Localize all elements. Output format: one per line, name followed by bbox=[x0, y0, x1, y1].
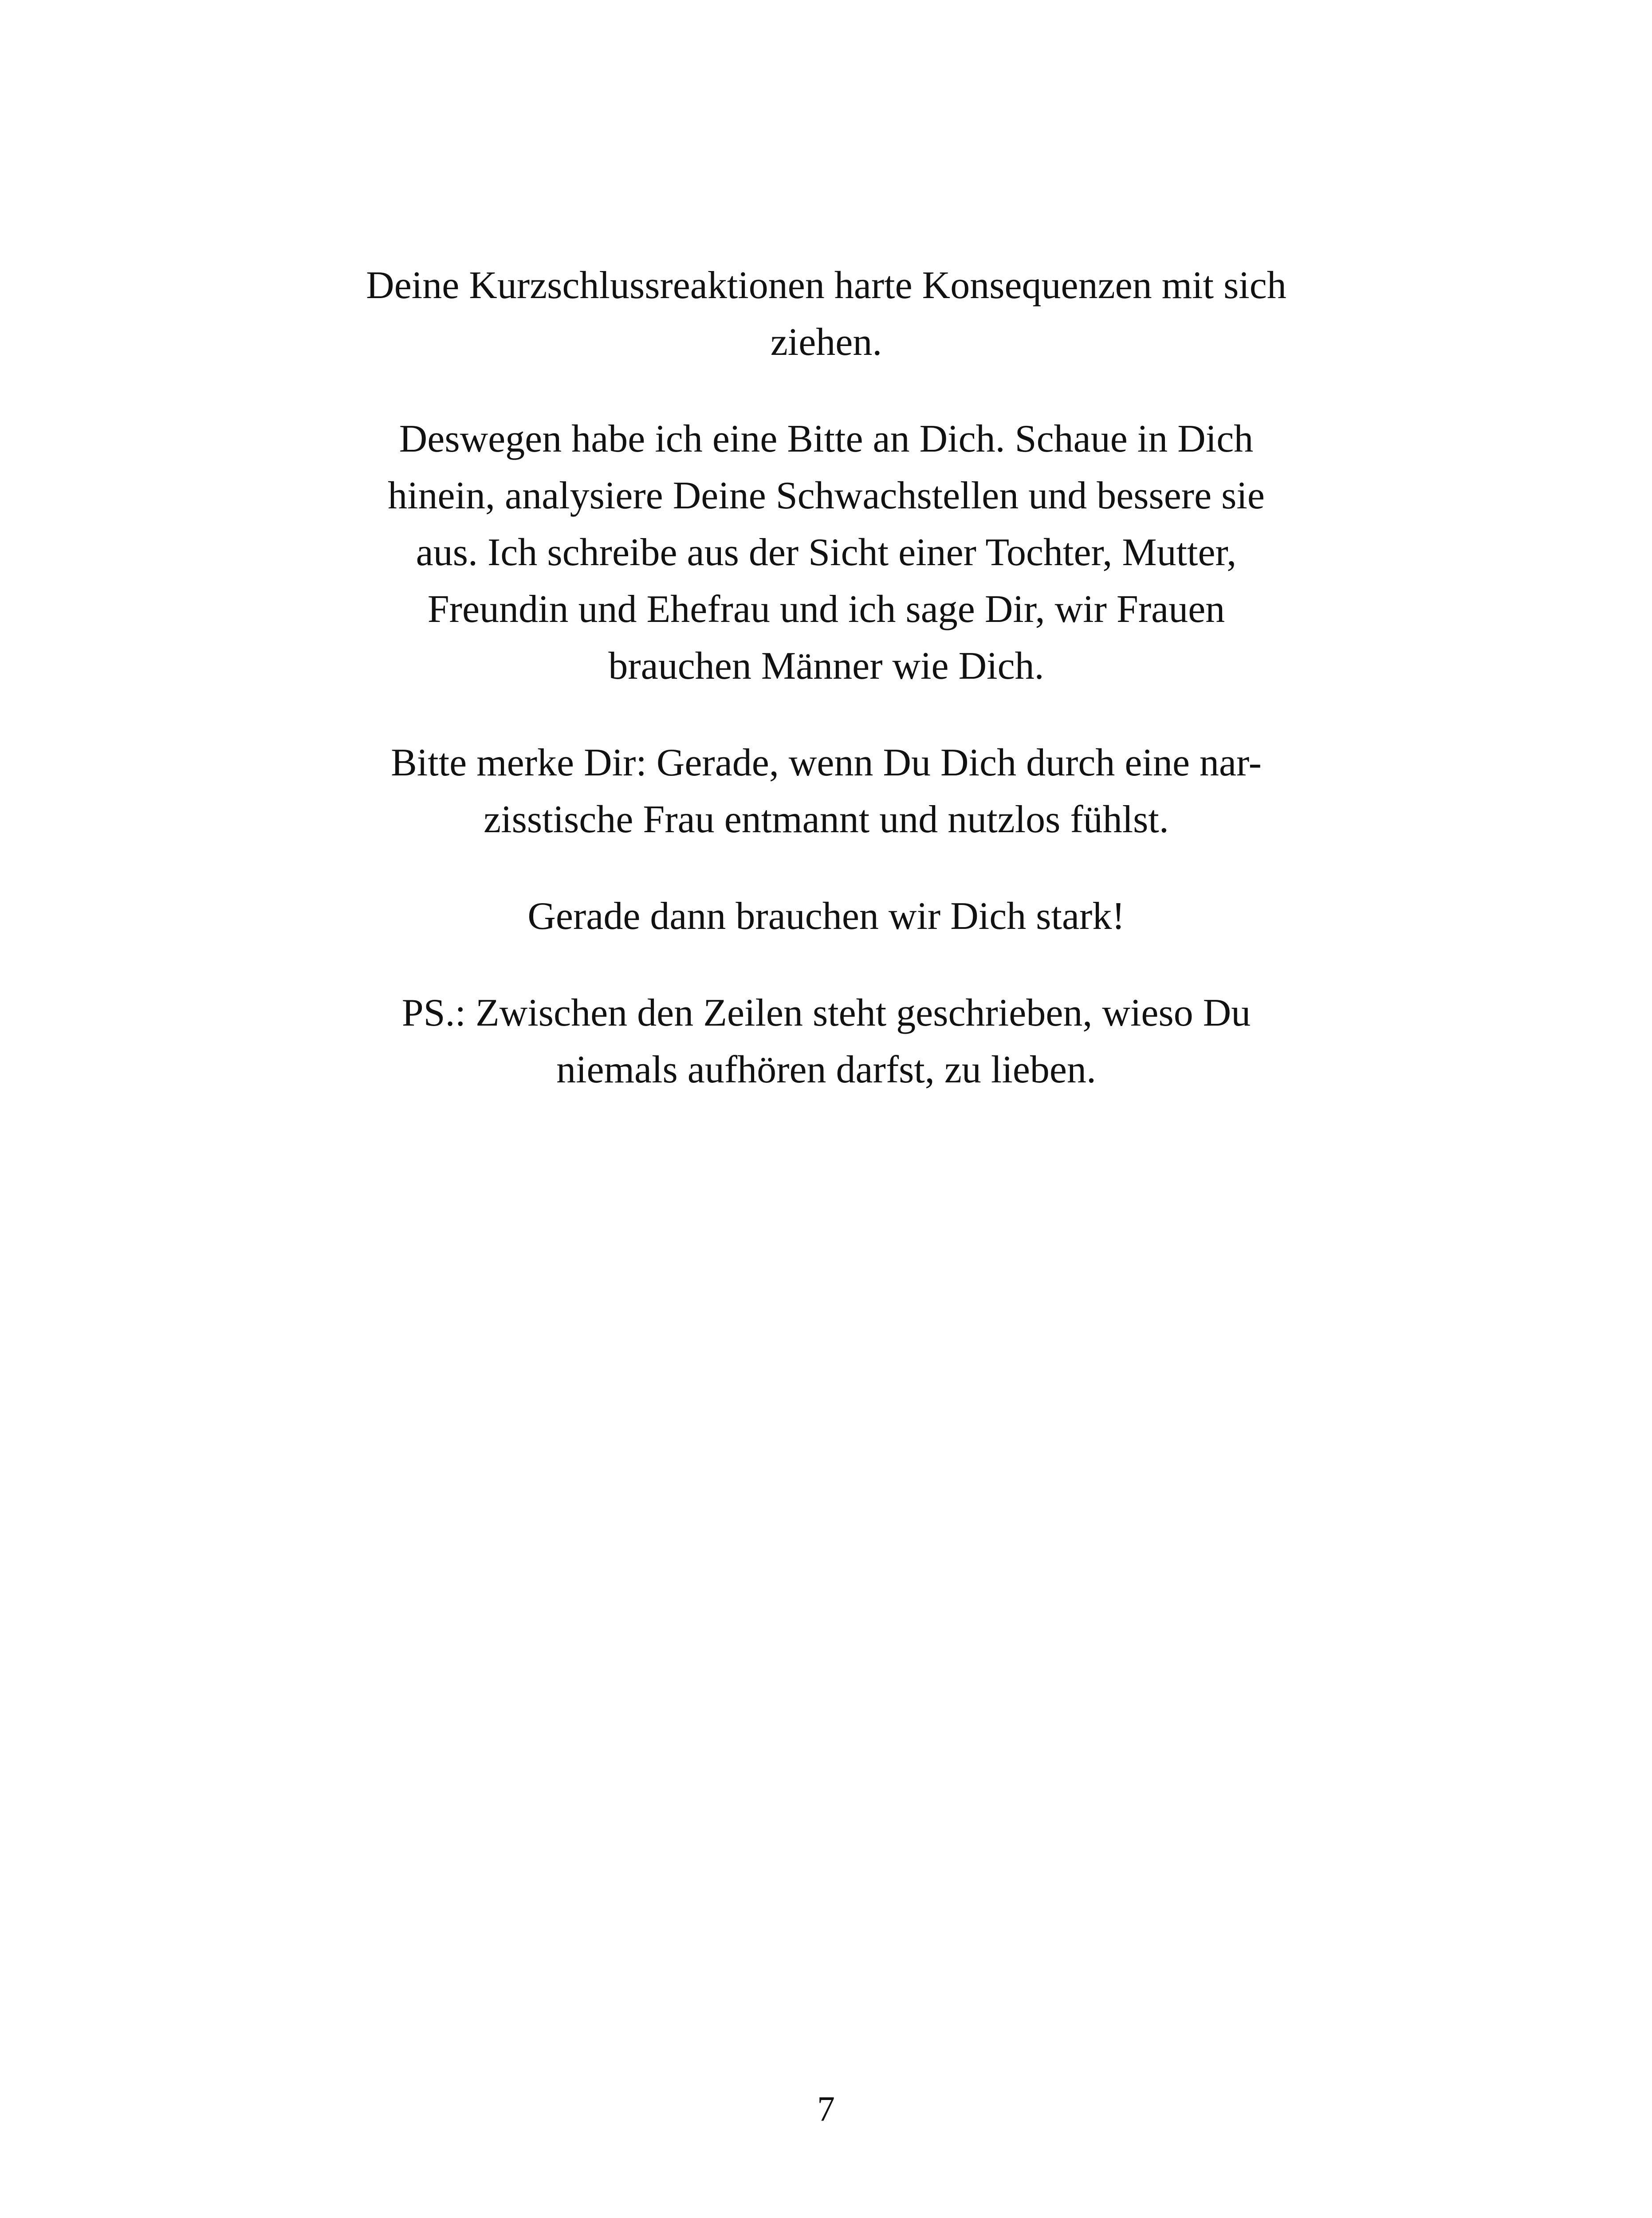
paragraph-3 bbox=[346, 735, 1306, 848]
text-line: niemals aufhören darfst, zu lieben. bbox=[556, 1048, 1096, 1091]
paragraph-2 bbox=[346, 411, 1306, 695]
text-line: Gerade dann brauchen wir Dich stark! bbox=[527, 895, 1125, 938]
text-line: ziehen. bbox=[770, 321, 882, 364]
text-line: hinein, analysiere Deine Schwachstellen und bessere sie bbox=[388, 474, 1265, 517]
paragraph-4 bbox=[346, 888, 1306, 945]
text-line: Bitte merke Dir: Gerade, wenn Du Dich durch eine nar- bbox=[391, 741, 1262, 784]
text-line: PS.: Zwischen den Zeilen steht geschrieben, wieso Du bbox=[401, 991, 1251, 1034]
paragraph-1 bbox=[346, 257, 1306, 371]
page-number: 7 bbox=[817, 2090, 835, 2129]
text-line: zisstische Frau entmannt und nutzlos fühlst. bbox=[484, 798, 1169, 841]
text-line: Deine Kurzschlussreaktionen harte Konsequenzen mit sich bbox=[366, 264, 1286, 307]
text-line: Freundin und Ehefrau und ich sage Dir, wir Frauen bbox=[427, 588, 1225, 631]
text-line: aus. Ich schreibe aus der Sicht einer Tochter, Mutter, bbox=[416, 531, 1237, 574]
body-text bbox=[346, 257, 1306, 1138]
text-line: brauchen Männer wie Dich. bbox=[608, 645, 1044, 688]
text-line: Deswegen habe ich eine Bitte an Dich. Schaue in Dich bbox=[399, 417, 1254, 460]
paragraph-5 bbox=[346, 985, 1306, 1098]
